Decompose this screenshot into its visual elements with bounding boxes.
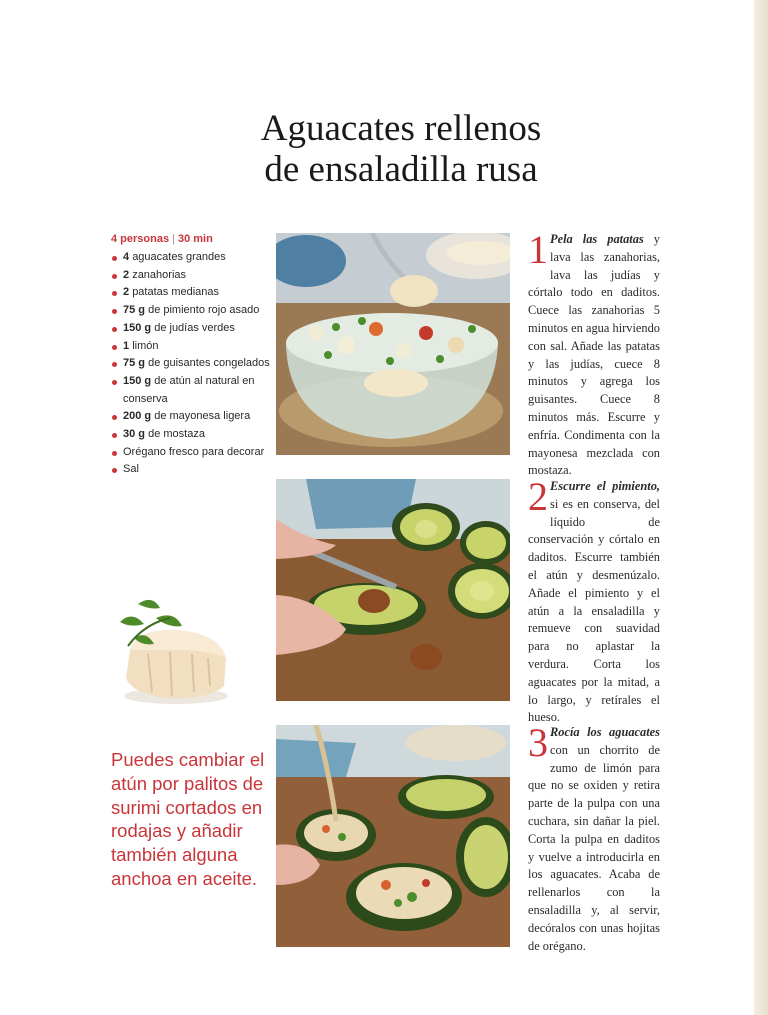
ingredient-item: 75 g de guisantes congelados	[111, 355, 271, 373]
ingredient-item: Orégano fresco para decorar	[111, 444, 271, 462]
title-line-1: Aguacates rellenos	[260, 108, 542, 149]
ingredient-item: 75 g de pimiento rojo asado	[111, 302, 271, 320]
ingredient-item: 200 g de mayonesa ligera	[111, 408, 271, 426]
ingredient-item: Sal	[111, 461, 271, 479]
tip-text: Puedes cambiar el atún por palitos de surimi cortados en rodajas y añadir también alguna anchoa en aceite.	[111, 749, 265, 889]
step-text: y lava las zanahorias, lava las judías y córtalo todo en daditos. Cuece las zanahorias 5 minutos en agua hirviendo con sal. Añade las patatas y las judías, cuece 8 minutos y agrega los guisantes. Cuece 8 minutos más. Escurre y enfría. Condimenta con la mayonesa mezclada con mostaza.	[528, 232, 660, 478]
step-lead: Rocía los aguacates	[550, 725, 660, 739]
step-2	[528, 474, 660, 727]
photo-salad-bowl	[276, 233, 510, 455]
step-3	[528, 720, 660, 955]
title-line-2: de ensaladilla rusa	[264, 149, 538, 190]
step-text: si es en conserva, del líquido de conservación y córtalo en daditos. Escurre también el atún y desmenúzalo. Añade el pimiento y el atún a la ensaladilla y remueve con suavidad para no aplastar la verdura. Corta los aguacates por la mitad, a lo largo, y retírales el hueso.	[528, 496, 660, 725]
step-number: 1	[528, 227, 548, 272]
meta-separator: |	[172, 233, 175, 245]
prep-time: 30 min	[177, 233, 213, 245]
recipe-title	[200, 108, 602, 190]
step-1	[528, 227, 660, 480]
step-number: 3	[528, 720, 548, 765]
page-edge	[754, 0, 768, 1015]
ingredient-item: 1 limón	[111, 338, 271, 356]
ingredient-item: 2 patatas medianas	[111, 284, 271, 302]
step-text: con un chorrito de zumo de limón para que no se oxiden y retira parte de la pulpa con una cuchara, sin dañar la piel. Corta la pulpa en daditos y vuelve a introducirla en los aguacates. Acaba de rellenarlos con la ensaladilla y, al servir, decóralos con unas hojitas de orégano.	[528, 742, 660, 953]
ingredient-item: 2 zanahorias	[111, 267, 271, 285]
ingredient-item: 30 g de mostaza	[111, 426, 271, 444]
recipe-meta	[111, 233, 213, 245]
step-lead: Pela las patatas	[550, 232, 644, 246]
ingredient-item: 150 g de judías verdes	[111, 320, 271, 338]
step-number: 2	[528, 474, 548, 519]
tuna-illustration	[108, 588, 233, 710]
photo-stuffed-avocados	[276, 725, 510, 947]
servings: 4 personas	[111, 233, 170, 245]
step-lead: Escurre el pimiento,	[550, 479, 660, 493]
ingredient-list	[111, 249, 271, 479]
photo-cutting-avocados	[276, 479, 510, 701]
ingredient-item: 150 g de atún al natural en conserva	[111, 373, 271, 408]
ingredient-item: 4 aguacates grandes	[111, 249, 271, 267]
